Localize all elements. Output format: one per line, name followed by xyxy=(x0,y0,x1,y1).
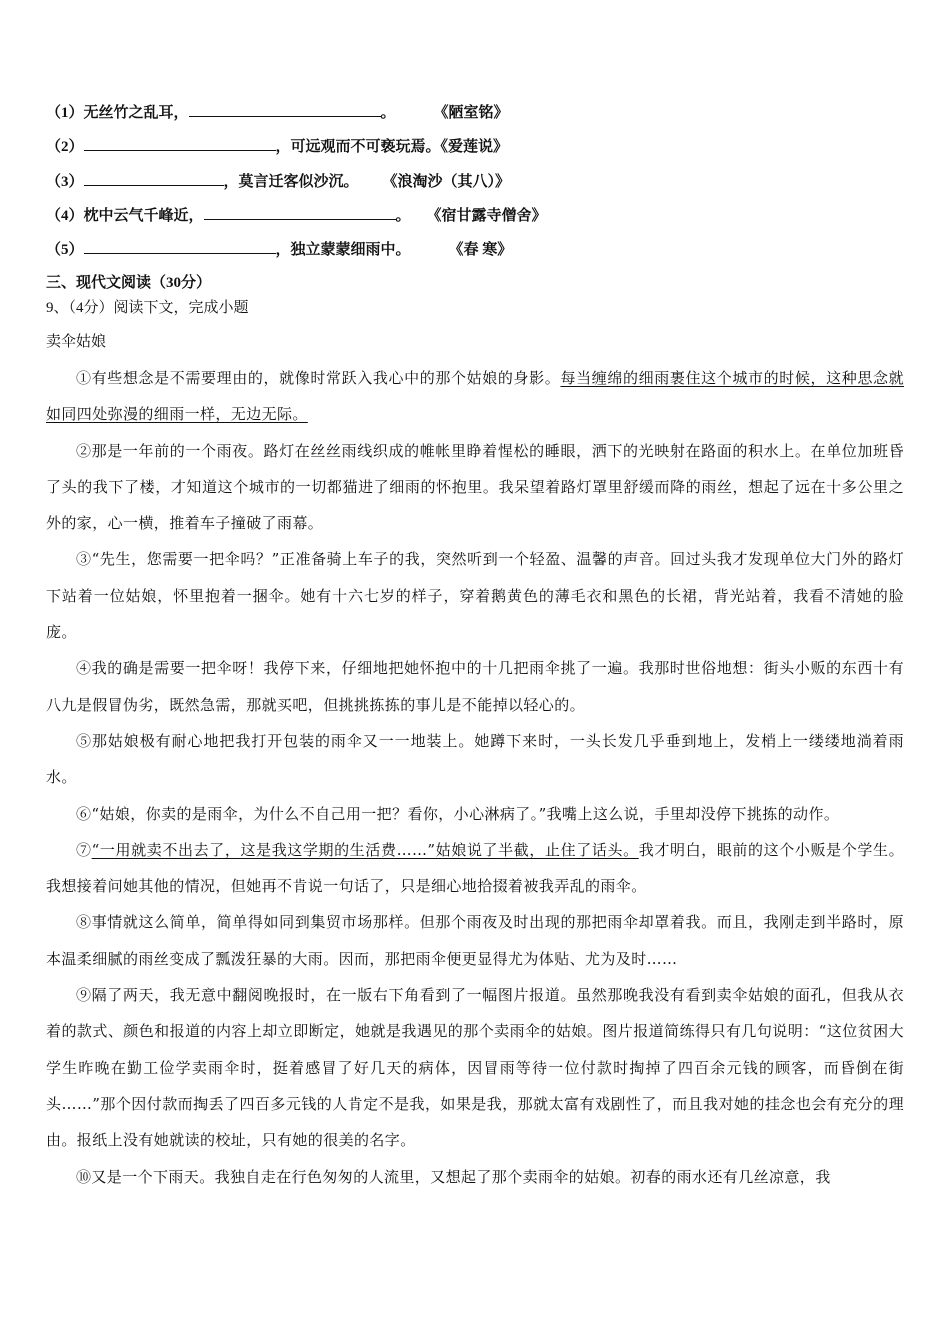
item-number: （5） xyxy=(46,242,84,258)
item-number: （2） xyxy=(46,139,84,155)
paragraph-text: “先生，您需要一把伞吗？”正准备骑上车子的我，突然听到一个轻盈、温馨的声音。回过头我才发现单位大门外的路灯下站着一位姑娘，怀里抱着一捆伞。她有十六七岁的样子，穿着鹅黄色的薄毛衣和黑色的长裙，背光站着，我看不清她的脸庞。 xyxy=(46,550,904,642)
paragraph-number: ⑨ xyxy=(76,986,92,1005)
line-text-after: ，独立蒙蒙细雨中。 xyxy=(275,242,411,258)
answer-blank[interactable] xyxy=(84,171,224,186)
answer-blank[interactable] xyxy=(204,205,396,220)
section-title: 三、现代文阅读（30分） xyxy=(46,275,212,291)
paragraph-3 xyxy=(46,541,904,650)
item-number: （1） xyxy=(46,105,84,121)
paragraph-1 xyxy=(46,360,904,433)
paragraph-number: ④ xyxy=(76,659,92,678)
paragraph-number: ⑧ xyxy=(76,913,92,932)
paragraph-10 xyxy=(46,1159,904,1195)
fill-in-line-4 xyxy=(46,205,547,226)
paragraph-7 xyxy=(46,832,904,905)
paragraph-text: 那是一年前的一个雨夜。路灯在丝丝雨线织成的帷帐里睁着惺松的睡眼，洒下的光映射在路面的积水上。在单位加班昏了头的我下了楼，才知道这个城市的一切都猫进了细雨的怀抱里。我呆望着路灯罩里舒缓而降的雨丝，想起了远在十多公里之外的家，心一横，推着车子撞破了雨幕。 xyxy=(46,441,905,533)
article-title: 卖伞姑娘 xyxy=(46,334,107,350)
paragraph-text: 有些想念是不需要理由的，就像时常跃入我心中的那个姑娘的身影。 xyxy=(91,369,561,387)
paragraph-text-after: 我才明白，眼前的这个小贩是个学生。我想接着问她其他的情况，但她再不肯说一句话了，只是细心地拾掇着被我弄乱的雨伞。 xyxy=(46,840,904,896)
paragraph-9 xyxy=(46,977,904,1158)
paragraph-5 xyxy=(46,723,904,796)
underlined-sentence: “一用就卖不出去了，这是我这学期的生活费……”姑娘说了半截，止住了话头。 xyxy=(91,840,639,859)
poem-source: 《爱莲说》 xyxy=(440,139,509,155)
fill-in-line-1 xyxy=(46,102,509,123)
item-number: （4） xyxy=(46,208,84,224)
line-text-after: ，可远观而不可亵玩焉。 xyxy=(275,139,441,155)
fill-in-line-3 xyxy=(46,171,510,192)
paragraph-text: 又是一个下雨天。我独自走在行色匆匆的人流里，又想起了那个卖雨伞的姑娘。初春的雨水还有几丝凉意，我 xyxy=(91,1167,831,1186)
paragraph-6 xyxy=(46,796,904,832)
underlined-sentence: 每当缠绵的细雨裹住这个城市的时候，这种思念就如同四处弥漫的细雨一样，无边无际。 xyxy=(46,369,904,424)
paragraph-number: ⑥ xyxy=(76,804,92,823)
paragraph-number: ② xyxy=(76,441,92,460)
paragraph-number: ① xyxy=(76,369,92,387)
item-number: （3） xyxy=(46,174,84,190)
answer-blank[interactable] xyxy=(84,136,276,151)
line-text-after: ，莫言迁客似沙沉。 xyxy=(223,174,359,190)
article-body xyxy=(46,360,904,1195)
paragraph-text: 那姑娘极有耐心地把我打开包装的雨伞又一一地装上。她蹲下来时，一头长发几乎垂到地上，发梢上一缕缕地淌着雨水。 xyxy=(46,731,904,787)
paragraph-number: ③ xyxy=(76,550,92,569)
paragraph-text: 事情就这么简单，简单得如同到集贸市场那样。但那个雨夜及时出现的那把雨伞却罩着我。而且，我刚走到半路时，原本温柔细腻的雨丝变成了瓢泼狂暴的大雨。因而，那把雨伞便更显得尤为体贴、尤为及时…… xyxy=(46,913,905,968)
line-text-after: 。 xyxy=(380,105,396,121)
paragraph-text: 隔了两天，我无意中翻阅晚报时，在一版右下角看到了一幅图片报道。虽然那晚我没有看到卖伞姑娘的面孔，但我从衣着的款式、颜色和报道的内容上却立即断定，她就是我遇见的那个卖雨伞的姑娘。图片报道简练得只有几句说明：“这位贫困大学生昨晚在勤工俭学卖雨伞时，挺着感冒了好几天的病体，因冒雨等待一位付款时掏掉了四百余元钱的顾客，而昏倒在街头……”那个因付款而掏丢了四百多元钱的人肯定不是我，如果是我，那就太富有戏剧性了，而且我对她的挂念也会有充分的理由。报纸上没有她就读的校址，只有她的很美的名字。 xyxy=(46,986,905,1150)
line-text-before: 枕中云气千峰近， xyxy=(83,208,204,224)
poem-source: 《春 寒》 xyxy=(448,242,513,258)
paragraph-2 xyxy=(46,433,904,542)
answer-blank[interactable] xyxy=(84,239,276,254)
poem-source: 《宿甘露寺僧舍》 xyxy=(426,208,547,224)
poem-source: 《陋室铭》 xyxy=(433,105,509,121)
poem-source: 《浪淘沙（其八）》 xyxy=(382,174,511,190)
paragraph-number: ⑩ xyxy=(76,1167,92,1186)
question-prompt: 9、（4分）阅读下文，完成小题 xyxy=(46,300,249,316)
line-text-before: 无丝竹之乱耳， xyxy=(83,105,189,121)
fill-in-line-5 xyxy=(46,239,512,260)
fill-in-line-2 xyxy=(46,136,508,157)
paragraph-number: ⑦ xyxy=(76,840,92,859)
answer-blank[interactable] xyxy=(189,102,381,117)
paragraph-8 xyxy=(46,904,904,977)
line-text-after: 。 xyxy=(395,208,411,224)
paragraph-text: 我的确是需要一把伞呀！我停下来，仔细地把她怀抱中的十几把雨伞挑了一遍。我那时世俗地想：街头小贩的东西十有八九是假冒伪劣，既然急需，那就买吧，但挑挑拣拣的事儿是不能掉以轻心的。 xyxy=(46,659,905,714)
paragraph-text: “姑娘，你卖的是雨伞，为什么不自己用一把？看你，小心淋病了。”我嘴上这么说，手里却没停下挑拣的动作。 xyxy=(91,804,840,823)
paragraph-number: ⑤ xyxy=(76,731,92,750)
paragraph-4 xyxy=(46,650,904,723)
